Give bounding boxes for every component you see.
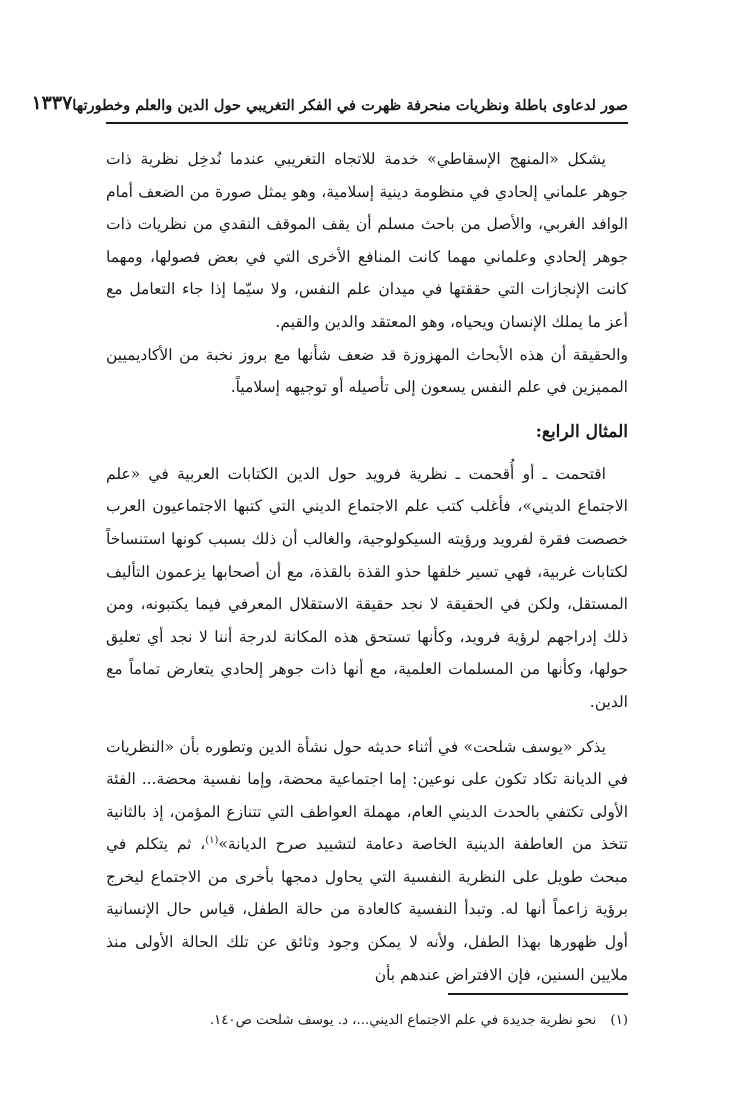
body-text (106, 143, 628, 991)
paragraph-2: والحقيقة أن هذه الأبحاث المهزوزة قد ضعف شأنها مع بروز نخبة من الأكاديميين المميزين في علم النفس يسعون إلى تأصيله أو توجيهه إسلامياً. (106, 345, 628, 397)
footnote-text: نحو نظرية جديدة في علم الاجتماع الديني...، د. يوسف شلحت ص١٤٠. (209, 1013, 597, 1028)
paragraph-4-text-before-note: يذكر «يوسف شلحت» في أثناء حديثه حول نشأة الدين وتطوره بأن «النظريات في الديانة تكاد تكون على نوعين: إما اجتماعية محضة، وإما نفسية محضة... الفئة الأولى تكتفي بالحدث الديني العام، مهملة العواطف التي تتنازع المؤمن، إذ بالثانية تتخذ من العاطفة الدينية الخاصة دعامة لتشييد صرح الديانة» (106, 737, 628, 854)
running-header (31, 90, 628, 114)
footnote-number: (١) (610, 1013, 628, 1028)
paragraph-4-text-after-note: ، ثم يتكلم في مبحث طويل على النظرية النفسية التي يحاول دمجها بأخرى من الاجتماع ليخرج برؤية زاعماً أنها له. وتبدأ النفسية كالعادة من حالة الطفل، قياس حال الإنسانية أول ظهورها بهذا الطفل، ولأنه لا يمكن وجود وثائق عن تلك الحالة الأولى منذ ملايين السنين، فإن الافتراض عندهم بأن (106, 835, 628, 984)
header-rule (106, 122, 628, 124)
footnote-separator (448, 993, 628, 995)
paragraph-1: يشكل «المنهج الإسقاطي» خدمة للاتجاه التغريبي عندما نُدخِل نظرية ذات جوهر علماني إلحادي في منظومة دينية إسلامية، وهو يمثل صورة من الضعف أمام الوافد الغربي، والأصل من باحث مسلم أن يقف الموقف النقدي من نظريات ذات جوهر إلحادي وعلماني مهما كانت المنافع الأخرى التي في بعض فصولها، ومهما كانت الإنجازات التي حققتها في ميدان علم النفس، ولا سيّما إذا جاء التعامل مع أعز ما يملك الإنسان ويحياه، وهو المعتقد والدين والقيم. (106, 150, 628, 331)
paragraph-3: اقتحمت ـ أو أُقحمت ـ نظرية فرويد حول الدين الكتابات العربية في «علم الاجتماع الديني»، فأغلب كتب علم الاجتماع الديني التي كتبها الاجتماعيون العرب خصصت فقرة لفرويد ورؤيته السيكولوجية، والغالب أن ذلك بسبب كونها استنساخاً لكتابات غربية، فهي تسير خلفها حذو القذة بالقذة، مع أن أصحابها يزعمون التأليف المستقل، ولكن في الحقيقة لا نجد حقيقة الاستقلال المعرفي فيما يكتبونه، ومن ذلك إدراجهم لرؤية فرويد، وكأنها تستحق هذه المكانة لدرجة أننا لا نجد أي تعليق حولها، وكأنها من المسلمات العلمية، مع أنها ذات جوهر إلحادي يتعارض تماماً مع الدين. (106, 464, 628, 711)
paragraph-4 (106, 731, 628, 992)
page-number: ١٣٣٧ (31, 92, 73, 114)
footnote-reference-mark[interactable]: (١) (205, 835, 219, 847)
running-title: صور لدعاوى باطلة ونظريات منحرفة ظهرت في الفكر التغريبي حول الدين والعلم وخطورتها (72, 97, 628, 114)
footnote (106, 1010, 628, 1032)
section-heading: المثال الرابع: (535, 421, 628, 442)
